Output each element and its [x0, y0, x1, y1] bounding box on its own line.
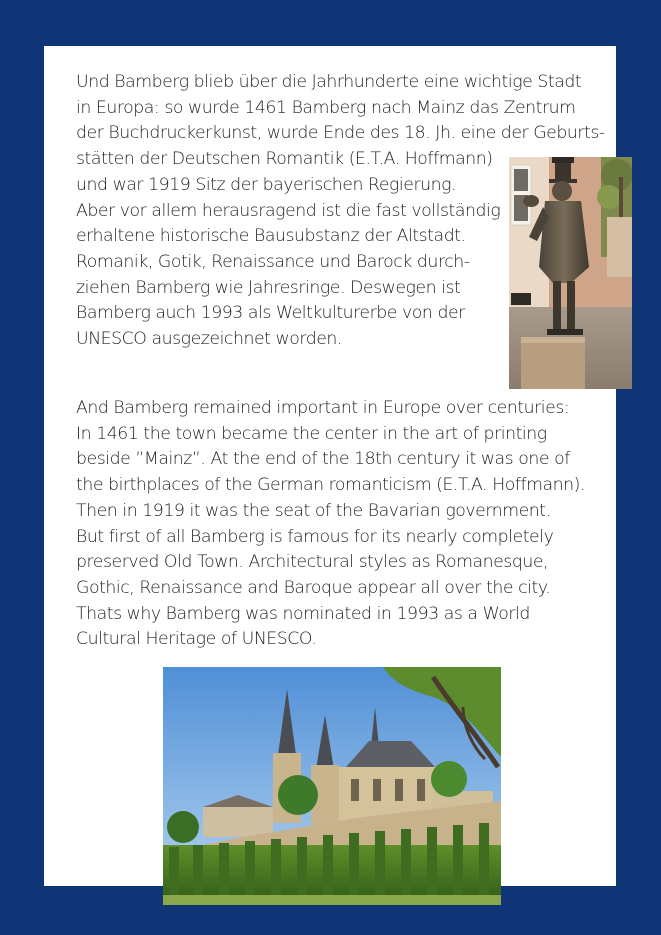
church-photo [163, 667, 501, 905]
text-line: Cultural Heritage of UNESCO. [76, 629, 317, 650]
text-line: beside ”Mainz”. At the end of the 18th century it was one of [76, 449, 570, 470]
statue-photo [509, 157, 632, 389]
text-line: the birthplaces of the German romanticism (E.T.A. Hoffmann). [76, 475, 585, 496]
text-line: UNESCO ausgezeichnet worden. [76, 329, 342, 350]
english-paragraph [76, 396, 585, 653]
text-line: Romanik, Gotik, Renaissance und Barock durch- [76, 251, 470, 272]
text-line: ziehen Bamberg wie Jahresringe. Deswegen ist [76, 277, 461, 298]
text-line: Gothic, Renaissance and Baroque appear all over the city. [76, 577, 551, 598]
text-line: der Buchdruckerkunst, wurde Ende des 18. Jh. eine der Geburts- [76, 123, 605, 144]
text-line: Then in 1919 it was the seat of the Bavarian government. [76, 500, 551, 521]
text-line: Aber vor allem herausragend ist die fast vollständig [76, 200, 501, 221]
text-line: Und Bamberg blieb über die Jahrhunderte eine wichtige Stadt [76, 72, 582, 92]
text-line: stätten der Deutschen Romantik (E.T.A. Hoffmann) [76, 149, 493, 170]
text-line: And Bamberg remained important in Europe over centuries: [76, 398, 570, 418]
text-line: Thats why Bamberg was nominated in 1993 as a World [76, 603, 530, 624]
text-line: und war 1919 Sitz der bayerischen Regierung. [76, 174, 457, 195]
text-line: But first of all Bamberg is famous for its nearly completely [76, 526, 554, 547]
text-line: Bamberg auch 1993 als Weltkulturerbe von der [76, 303, 465, 324]
text-line: in Europa: so wurde 1461 Bamberg nach Mainz das Zentrum [76, 97, 576, 118]
text-line: preserved Old Town. Architectural styles as Romanesque, [76, 552, 549, 573]
text-line: In 1461 the town became the center in the art of printing [76, 423, 547, 444]
text-line: erhaltene historische Bausubstanz der Altstadt. [76, 226, 466, 247]
